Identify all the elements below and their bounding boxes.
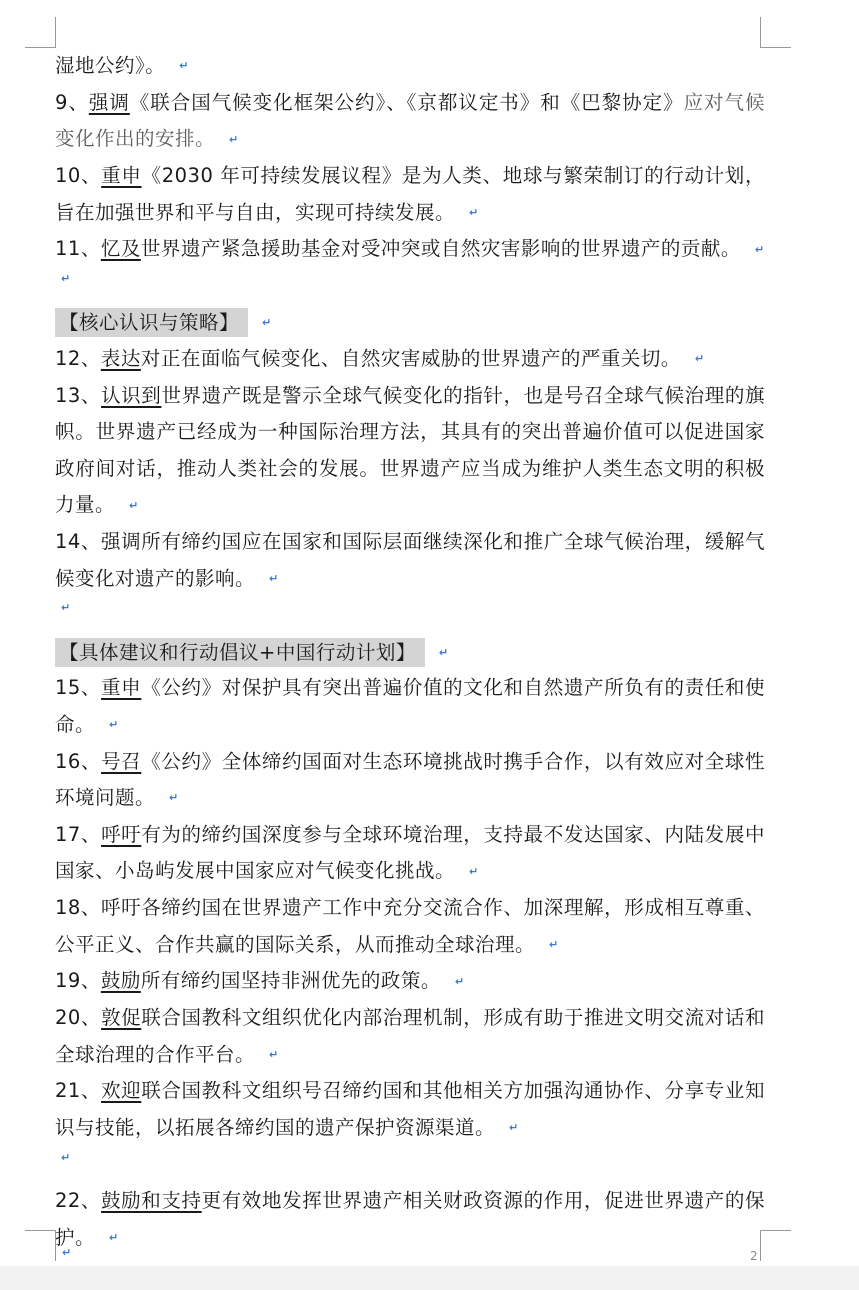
empty-paragraph[interactable] <box>55 597 765 634</box>
text-run: 《联合国气候变化框架公约》、《京都议定书》和《巴黎协定》 <box>129 90 684 114</box>
text-run: 15、 <box>55 676 102 700</box>
text-run: 10、 <box>55 164 102 187</box>
paragraph[interactable] <box>55 817 765 890</box>
crop-mark-bottom-left <box>25 1230 56 1261</box>
empty-paragraph[interactable] <box>55 268 765 305</box>
paragraph-mark-icon: ↵ <box>754 242 765 256</box>
section-heading-row[interactable] <box>55 305 765 342</box>
paragraph[interactable] <box>55 341 765 378</box>
underlined-keyword: 敦促 <box>101 1006 142 1029</box>
section-heading: 【核心认识与策略】 <box>55 308 248 337</box>
underlined-keyword: 欢迎 <box>101 1079 142 1103</box>
text-run: 应对气候变化作出的安排。 <box>55 90 765 151</box>
paragraph-mark-icon: ↵ <box>509 1121 519 1134</box>
paragraph-mark-icon: ↵ <box>269 571 279 585</box>
paragraph-mark-icon: ↵ <box>694 352 705 366</box>
crop-mark-top-right <box>760 17 791 48</box>
paragraph[interactable] <box>55 1073 765 1146</box>
section-heading-row[interactable] <box>55 634 765 671</box>
paragraph-mark-icon: ↵ <box>454 974 465 988</box>
paragraph-mark-icon: ↵ <box>61 272 71 285</box>
paragraph[interactable] <box>55 48 765 85</box>
text-run: 13、 <box>55 383 102 407</box>
text-run: 14、强调所有缔约国应在国家和国际层面继续深化和推广全球气候治理，缓解气候变化对遗产的影响。 <box>55 530 765 590</box>
paragraph-mark-icon: ↵ <box>169 791 179 805</box>
paragraph-mark-icon: ↵ <box>179 59 189 73</box>
paragraph-mark-icon: ↵ <box>61 601 71 615</box>
underlined-keyword: 重申 <box>101 164 142 187</box>
underlined-keyword: 号召 <box>101 749 142 773</box>
page-number: 2 <box>750 1249 758 1263</box>
document-body[interactable] <box>55 48 765 1256</box>
text-run: 18、呼吁各缔约国在世界遗产工作中充分交流合作、加深理解，形成相互尊重、公平正义、合作共赢的国际关系，从而推动全球治理。 <box>55 896 765 956</box>
text-run: 湿地公约》。 <box>55 54 166 77</box>
section-heading: 【具体建议和行动倡议+中国行动计划】 <box>55 638 425 667</box>
text-run: 《2030 年可持续发展议程》是为人类、地球与繁荣制订的行动计划，旨在加强世界和平与自由，实现可持续发展。 <box>55 164 765 224</box>
text-run: 12、 <box>55 347 101 370</box>
paragraph-mark-icon: ↵ <box>469 864 479 878</box>
text-run: 世界遗产紧急援助基金对受冲突或自然灾害影响的世界遗产的贡献。 <box>140 237 741 261</box>
text-run: 联合国教科文组织号召缔约国和其他相关方加强沟通协作、分享专业知识与技能，以拓展各缔约国的遗产保护资源渠道。 <box>55 1079 765 1139</box>
paragraph-mark-icon: ↵ <box>438 645 449 659</box>
paragraph-mark-icon: ↵ <box>109 718 119 731</box>
underlined-keyword: 强调 <box>88 90 130 114</box>
paragraph[interactable] <box>55 963 765 1000</box>
paragraph[interactable] <box>55 378 765 524</box>
paragraph[interactable] <box>55 1183 765 1256</box>
paragraph-mark-icon: ↵ <box>269 1047 279 1061</box>
paragraph[interactable] <box>55 158 765 231</box>
text-run: 22、 <box>55 1189 102 1212</box>
paragraph-mark-icon: ↵ <box>262 316 272 330</box>
text-run: 《公约》全体缔约国面对生态环境挑战时携手合作，以有效应对全球性环境问题。 <box>55 749 765 809</box>
paragraph-mark-icon: ↵ <box>109 1230 119 1244</box>
text-run: 19、 <box>55 969 101 993</box>
paragraph[interactable] <box>55 890 765 963</box>
paragraph[interactable] <box>55 85 765 158</box>
text-run: 11、 <box>55 237 101 261</box>
paragraph-mark-icon: ↵ <box>62 1246 72 1259</box>
text-run: 有为的缔约国深度参与全球环境治理，支持最不发达国家、内陆发展中国家、小岛屿发展中国家应对气候变化挑战。 <box>55 822 765 883</box>
text-run: 20、 <box>55 1006 102 1029</box>
text-run: 世界遗产既是警示全球气候变化的指针，也是号召全球气候治理的旗帜。世界遗产已经成为一种国际治理方法，其具有的突出普遍价值可以促进国家政府间对话，推动人类社会的发展。世界遗产应当成为维护人类生态文明的积极力量。 <box>55 383 765 517</box>
underlined-keyword: 重申 <box>101 676 142 700</box>
paragraph-mark-icon: ↵ <box>129 498 139 512</box>
paragraph[interactable] <box>55 524 765 597</box>
underlined-keyword: 鼓励和支持 <box>101 1189 202 1212</box>
text-run: 所有缔约国坚持非洲优先的政策。 <box>140 969 441 993</box>
underlined-keyword: 认识到 <box>101 383 162 407</box>
paragraph-mark-icon: ↵ <box>61 1150 71 1164</box>
text-run: 16、 <box>55 749 102 773</box>
text-run: 《公约》对保护具有突出普遍价值的文化和自然遗产所负有的责任和使命。 <box>55 676 765 736</box>
paragraph[interactable] <box>55 1000 765 1073</box>
page-footer-band <box>0 1266 859 1290</box>
text-run: 17、 <box>55 822 102 846</box>
underlined-keyword: 鼓励 <box>100 969 141 993</box>
empty-paragraph[interactable] <box>55 1147 765 1184</box>
paragraph[interactable] <box>55 670 765 743</box>
text-run: 21、 <box>55 1079 102 1103</box>
underlined-keyword: 呼吁 <box>101 822 142 846</box>
text-run: 更有效地发挥世界遗产相关财政资源的作用，促进世界遗产的保护。 <box>55 1189 765 1249</box>
paragraph-mark-icon: ↵ <box>229 132 239 146</box>
text-run: 对正在面临气候变化、自然灾害威胁的世界遗产的严重关切。 <box>140 347 681 370</box>
underlined-keyword: 忆及 <box>100 237 141 261</box>
paragraph[interactable] <box>55 231 765 268</box>
text-run: 9、 <box>55 90 89 114</box>
text-run: 联合国教科文组织优化内部治理机制，形成有助于推进文明交流对话和全球治理的合作平台。 <box>55 1006 765 1066</box>
underlined-keyword: 表达 <box>100 347 141 370</box>
crop-mark-top-left <box>25 17 56 48</box>
paragraph-mark-icon: ↵ <box>549 937 559 951</box>
paragraph[interactable] <box>55 744 765 817</box>
paragraph-mark-icon: ↵ <box>469 205 479 219</box>
